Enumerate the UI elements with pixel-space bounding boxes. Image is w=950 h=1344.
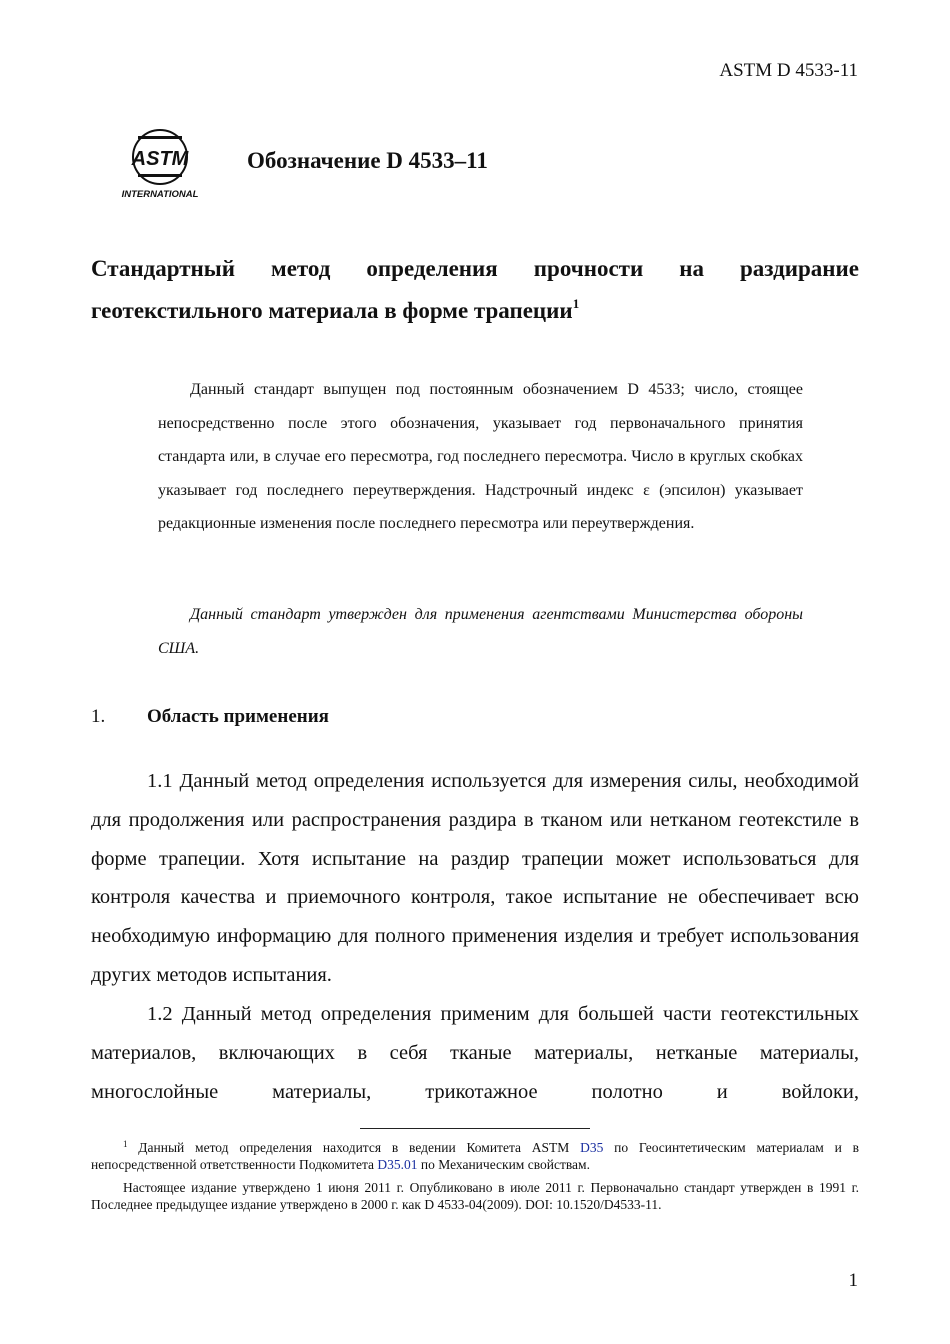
footnote-text: Данный метод определения находится в ведении Комитета ASTM (138, 1140, 581, 1155)
logo-text-top: ASTM (131, 148, 189, 170)
link-d35-01[interactable]: D35.01 (377, 1157, 418, 1172)
footnote-text: по Механическим свойствам. (417, 1157, 590, 1172)
astm-logo (118, 128, 202, 200)
paragraph-1-1: 1.1 Данный метод определения используется для измерения силы, необходимой для продолжения или распространения раздира в тканом или нетканом геотекстиле в форме трапеции. Хотя испытание на раздир трапеции может использоваться для контроля качества и приемочного контроля, такое испытание не обеспечивает всю необходимую информацию для полного применения изделия и требует использования других методов испытания. (91, 770, 859, 986)
section-title: Область применения (147, 706, 329, 727)
footnote-publication-info: Настоящее издание утверждено 1 июня 2011 г. Опубликовано в июле 2011 г. Первоначально стандарт утвержден в 1991 г. Последнее предыдущее издание утверждено в 2000 г. как D 4533-04(2009). DOI: 10.1520/D4533-11. (91, 1180, 859, 1212)
footnote-mark: 1 (123, 1139, 128, 1149)
section-number: 1. (91, 706, 106, 727)
link-d35[interactable]: D35 (580, 1140, 604, 1155)
title-text: Стандартный метод определения прочности на раздирание геотекстильного материала в форме трапеции (91, 256, 859, 323)
page-number: 1 (848, 1270, 858, 1291)
footnote-divider (360, 1128, 590, 1129)
designation-heading: Обозначение D 4533–11 (247, 148, 488, 173)
title-footnote-mark[interactable]: 1 (572, 296, 580, 311)
paragraph-1-2: 1.2 Данный метод определения применим для большей части геотекстильных материалов, включающих в себя тканые материалы, нетканые материалы, многослойные материалы, трикотажное полотно и войлоки, (91, 1003, 859, 1103)
footnote-1 (91, 1139, 859, 1173)
standard-notice: Данный стандарт выпущен под постоянным обозначением D 4533; число, стоящее непосредственно после этого обозначения, указывает год первоначального принятия стандарта или, в случае его пересмотра, год последнего пересмотра. Число в круглых скобках указывает год последнего переутверждения. Надстрочный индекс ε (эпсилон) указывает редакционные изменения после последнего пересмотра или переутверждения. (158, 381, 803, 532)
dod-notice: Данный стандарт утвержден для применения агентствами Министерства обороны США. (158, 606, 803, 657)
document-code: ASTM D 4533-11 (719, 60, 858, 81)
document-title (91, 248, 859, 332)
footnote-text: по Геосинтетическим материалам и в непосредственной ответственности Подкомитета (91, 1140, 859, 1172)
logo-text-bottom: INTERNATIONAL (121, 189, 199, 200)
